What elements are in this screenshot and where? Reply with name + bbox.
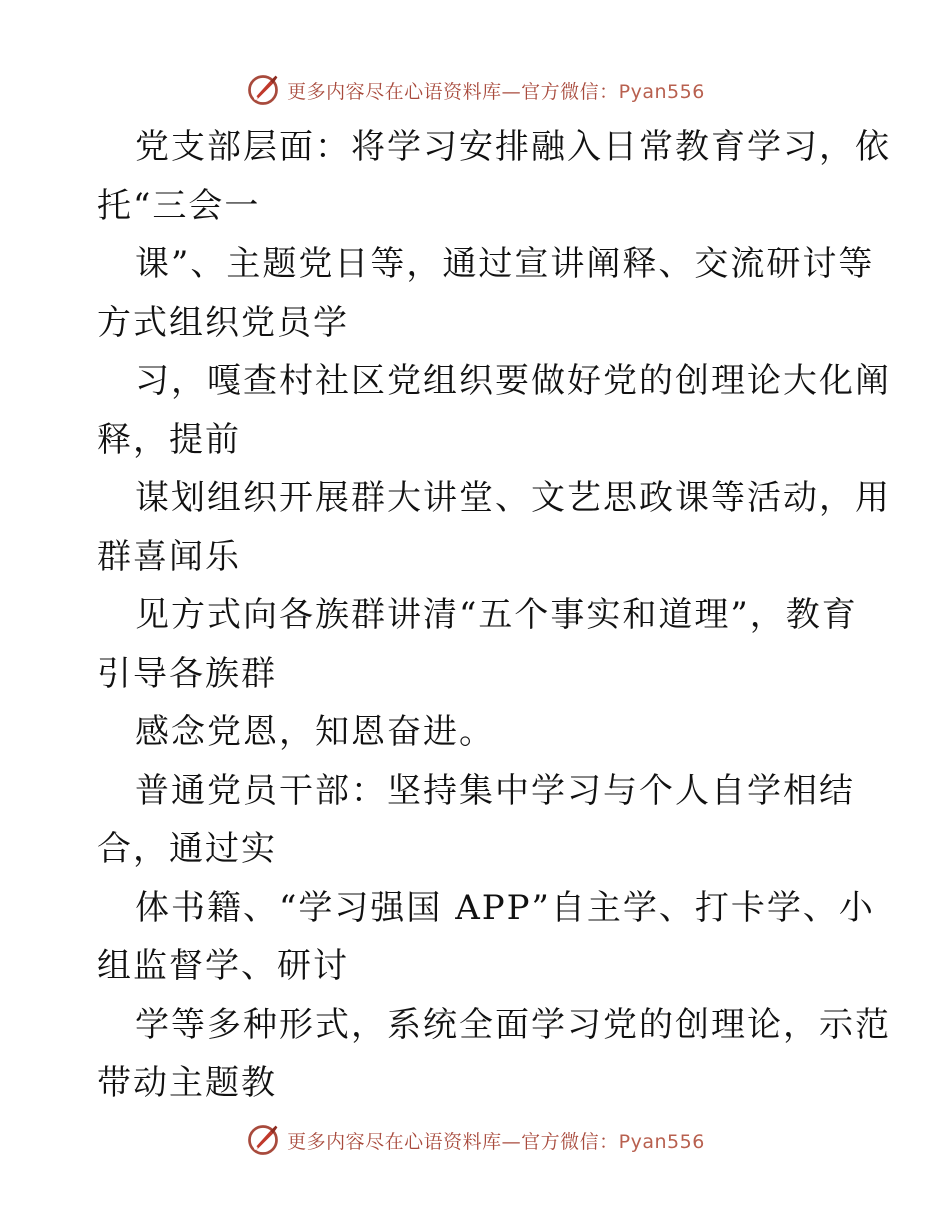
document-body (97, 118, 891, 1113)
text-line: 习，嘎查村社区党组织要做好党的创理论大化阐 (135, 361, 891, 401)
text-line: 带动主题教 (97, 1063, 277, 1103)
text-line: 学等多种形式，系统全面学习党的创理论，示范 (135, 1004, 891, 1045)
text-line: 组监督学、研讨 (97, 946, 349, 986)
wechat-id: Pyan556 (618, 80, 705, 103)
wechat-id: Pyan556 (618, 1130, 705, 1153)
quill-pen-logo-icon (245, 1122, 281, 1158)
text-line: 群喜闻乐 (97, 536, 241, 577)
text-line: 党支部层面：将学习安排融入日常教育学习，依 (135, 127, 891, 167)
banner-text: 更多内容尽在心语资料库—官方微信：Pyan556 (287, 80, 705, 103)
text-line: 释，提前 (97, 419, 241, 460)
text-line: 合，通过实 (97, 829, 277, 869)
quill-pen-logo-icon (245, 72, 281, 108)
text-line: 引导各族群 (97, 653, 277, 694)
text-line: 感念党恩，知恩奋进。 (135, 712, 495, 752)
text-line: 课”、主题党日等，通过宣讲阐释、交流研讨等 (135, 244, 875, 284)
text-line: 普通党员干部：坚持集中学习与个人自学相结 (135, 770, 855, 811)
text-line: 托“三会一 (97, 185, 261, 226)
text-line: 体书籍、“学习强国 APP”自主学、打卡学、小 (135, 887, 875, 928)
text-line: 见方式向各族群讲清“五个事实和道理”，教育 (135, 595, 858, 635)
footer-banner (0, 1120, 950, 1160)
banner-text: 更多内容尽在心语资料库—官方微信：Pyan556 (287, 1130, 705, 1153)
text-line: 谋划组织开展群大讲堂、文艺思政课等活动，用 (135, 478, 891, 518)
text-line: 方式组织党员学 (97, 302, 349, 343)
header-banner (0, 70, 950, 110)
